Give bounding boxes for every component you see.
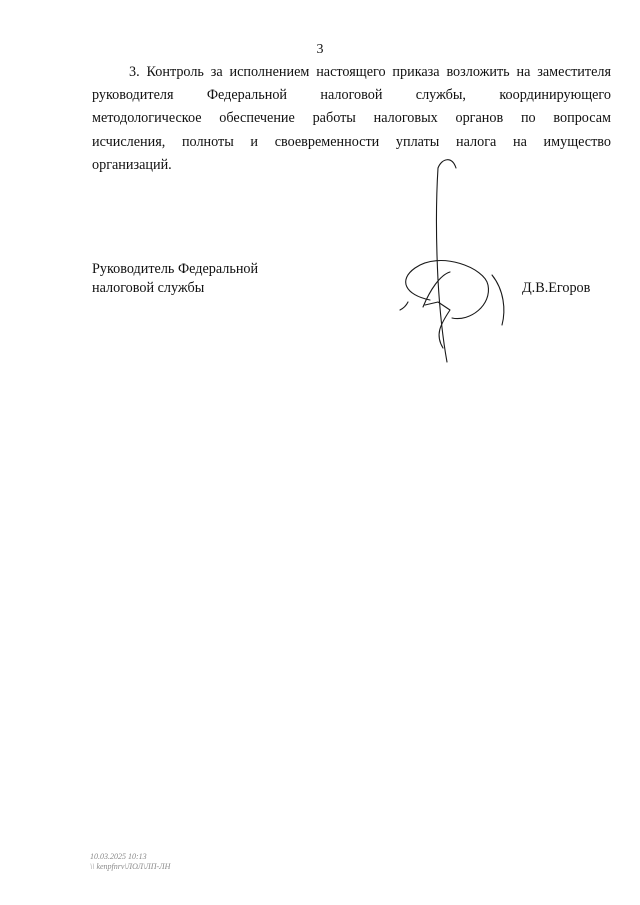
signer-name: Д.В.Егоров (522, 280, 591, 296)
paragraph-line: руководителя Федеральной налоговой службы, координирующего (92, 87, 611, 104)
paragraph-line: методологическое обеспечение работы налоговых органов по вопросам (92, 110, 611, 127)
handwritten-signature (380, 150, 520, 370)
registration-path: \\ kenpfnrv\ЛОЛ\ЛП-ЛН (90, 862, 171, 871)
paragraph-line: организаций. (92, 156, 172, 173)
page-number: 3 (316, 42, 324, 57)
position-line: Руководитель Федеральной (92, 261, 259, 277)
paragraph-line: исчисления, полноты и своевременности уплаты налога на имущество (92, 133, 611, 150)
signatory-position (92, 260, 258, 298)
paragraph-line: 3. Контроль за исполнением настоящего приказа возложить на заместителя (129, 64, 611, 80)
position-line: налоговой службы (92, 280, 205, 296)
order-paragraph (92, 61, 611, 177)
registration-timestamp: 10.03.2025 10:13 (90, 852, 147, 861)
document-registration-stamp (90, 852, 170, 872)
